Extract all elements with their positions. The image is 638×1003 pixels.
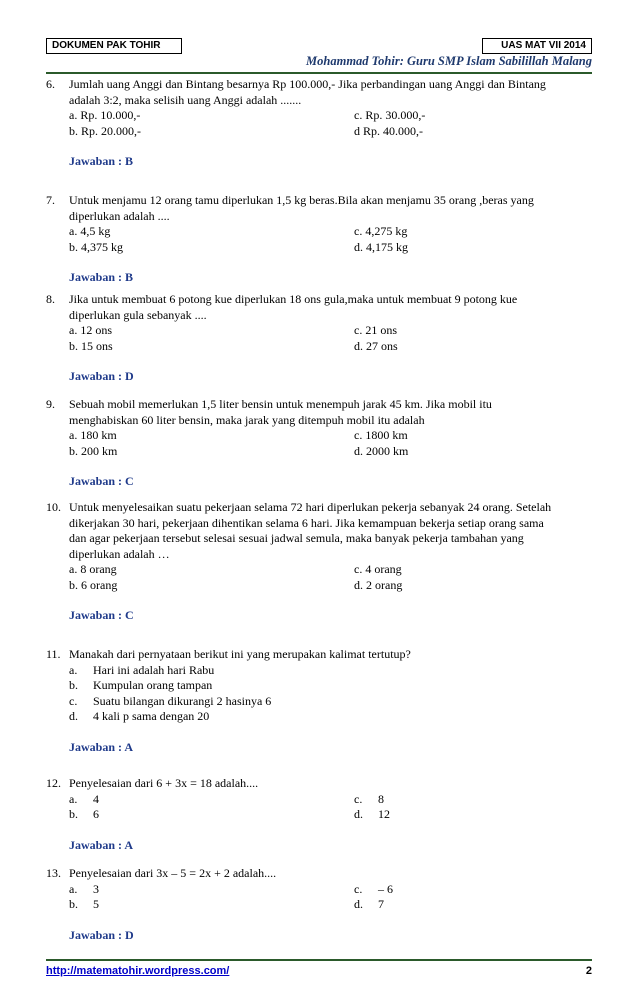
option-letter: c. bbox=[354, 881, 363, 896]
question bbox=[46, 866, 598, 943]
option-letter: a. bbox=[69, 881, 78, 896]
answer-option: c. 4 orang bbox=[354, 562, 402, 576]
answer-option: a. 12 ons bbox=[69, 323, 112, 337]
option-letter: a. bbox=[69, 791, 78, 806]
option-letter: c. bbox=[354, 791, 363, 806]
question bbox=[46, 77, 598, 170]
answer-option bbox=[69, 694, 598, 710]
option-text: Kumpulan orang tampan bbox=[93, 678, 213, 692]
question bbox=[46, 397, 598, 490]
header-divider bbox=[46, 72, 592, 74]
question-number: 11. bbox=[46, 647, 61, 661]
question-text-line: Penyelesaian dari 3x – 5 = 2x + 2 adalah.... bbox=[69, 866, 277, 880]
option-text: 4 kali p sama dengan 20 bbox=[93, 709, 210, 723]
question bbox=[46, 647, 598, 755]
answer-option: a. Rp. 10.000,- bbox=[69, 108, 141, 122]
answer-option bbox=[69, 882, 354, 898]
option-text: 12 bbox=[378, 807, 390, 821]
question-text-line: Jika untuk membuat 6 potong kue diperlukan 18 ons gula,maka untuk membuat 9 potong kue bbox=[69, 292, 518, 306]
option-text: 7 bbox=[378, 897, 384, 911]
answer-option: d. 4,175 kg bbox=[354, 239, 408, 254]
option-letter: b. bbox=[69, 807, 78, 821]
option-text: 5 bbox=[93, 897, 99, 911]
answer-option bbox=[69, 709, 598, 725]
answer-option: d. 2000 km bbox=[354, 443, 409, 458]
question-text-line: diperlukan adalah .... bbox=[69, 208, 170, 223]
answer-key: Jawaban : D bbox=[69, 927, 134, 942]
question-text-line: Jumlah uang Anggi dan Bintang besarnya Rp 100.000,- Jika perbandingan uang Anggi dan Bintang bbox=[69, 77, 546, 91]
question-number: 7. bbox=[46, 193, 55, 207]
option-letter: d. bbox=[354, 897, 363, 911]
option-text: 3 bbox=[93, 881, 99, 896]
answer-option bbox=[354, 882, 598, 898]
answer-option: b. Rp. 20.000,- bbox=[69, 123, 141, 138]
option-letter: c. bbox=[69, 693, 78, 708]
question-text-line: Manakah dari pernyataan berikut ini yang merupakan kalimat tertutup? bbox=[69, 647, 411, 661]
answer-option bbox=[69, 678, 598, 694]
answer-key: Jawaban : B bbox=[69, 270, 134, 284]
question-number: 10. bbox=[46, 500, 61, 514]
answer-options bbox=[69, 224, 598, 255]
answer-option: d Rp. 40.000,- bbox=[354, 123, 423, 138]
answer-option: c. 4,275 kg bbox=[354, 224, 408, 238]
answer-option: b. 4,375 kg bbox=[69, 239, 123, 254]
option-text: 6 bbox=[93, 807, 99, 821]
question-text-line: dikerjakan 30 hari, pekerjaan dihentikan selama 6 hari. Jika kemampuan bekerja setiap orang sama bbox=[69, 515, 544, 530]
answer-key: Jawaban : C bbox=[69, 474, 134, 488]
answer-key: Jawaban : D bbox=[69, 369, 134, 383]
answer-option: d. 27 ons bbox=[354, 338, 398, 353]
footer-divider bbox=[46, 959, 592, 961]
question-text-line: dan agar pekerjaan tersebut selesai sesuai jadwal semula, maka banyak pekerja tambahan yang bbox=[69, 531, 524, 545]
question-number: 6. bbox=[46, 77, 55, 91]
answer-option: a. 180 km bbox=[69, 428, 117, 442]
answer-options bbox=[69, 562, 598, 593]
question-text-line: diperlukan gula sebanyak .... bbox=[69, 307, 207, 322]
answer-key: Jawaban : A bbox=[69, 739, 134, 754]
question bbox=[46, 500, 598, 624]
option-text: Hari ini adalah hari Rabu bbox=[93, 662, 215, 677]
option-text: – 6 bbox=[378, 881, 393, 896]
answer-options bbox=[69, 323, 598, 354]
answer-option bbox=[69, 792, 354, 808]
page-number: 2 bbox=[585, 965, 592, 977]
answer-option: b. 200 km bbox=[69, 443, 118, 458]
answer-options bbox=[69, 792, 598, 823]
header-exam-label: UAS MAT VII 2014 bbox=[482, 38, 592, 54]
answer-options bbox=[69, 428, 598, 459]
answer-option: d. 2 orang bbox=[354, 577, 403, 592]
answer-key: Jawaban : C bbox=[69, 608, 134, 622]
question bbox=[46, 292, 598, 385]
question-text-line: Sebuah mobil memerlukan 1,5 liter bensin untuk menempuh jarak 45 km. Jika mobil itu bbox=[69, 397, 492, 411]
question bbox=[46, 776, 598, 853]
answer-option bbox=[69, 807, 354, 823]
answer-option bbox=[354, 807, 598, 823]
question-text-line: Untuk menjamu 12 orang tamu diperlukan 1,5 kg beras.Bila akan menjamu 35 orang ,beras yang bbox=[69, 193, 534, 207]
question-text-line: Untuk menyelesaikan suatu pekerjaan selama 72 hari diperlukan pekerja sebanyak 24 orang. Setelah bbox=[69, 500, 552, 514]
option-letter: d. bbox=[354, 807, 363, 821]
question-text-line: menghabiskan 60 liter bensin, maka jarak yang ditempuh mobil itu adalah bbox=[69, 412, 425, 427]
header-doc-label: DOKUMEN PAK TOHIR bbox=[46, 38, 182, 54]
question-number: 12. bbox=[46, 776, 61, 790]
option-text: Suatu bilangan dikurangi 2 hasinya 6 bbox=[93, 693, 272, 708]
answer-option: b. 6 orang bbox=[69, 577, 118, 592]
question-text-line: Penyelesaian dari 6 + 3x = 18 adalah.... bbox=[69, 776, 259, 790]
answer-options bbox=[69, 882, 598, 913]
footer-link[interactable]: http://matematohir.wordpress.com/ bbox=[46, 965, 230, 977]
answer-option bbox=[354, 792, 598, 808]
answer-key: Jawaban : A bbox=[69, 837, 134, 852]
header-subtitle: Mohammad Tohir: Guru SMP Islam Sabilillah Malang bbox=[306, 54, 592, 68]
answer-option: c. 1800 km bbox=[354, 428, 408, 442]
answer-option: b. 15 ons bbox=[69, 338, 113, 353]
question-number: 13. bbox=[46, 866, 61, 880]
option-text: 4 bbox=[93, 791, 99, 806]
answer-option bbox=[69, 663, 598, 679]
answer-option bbox=[354, 897, 598, 913]
question-number: 8. bbox=[46, 292, 55, 306]
answer-options bbox=[69, 108, 598, 139]
question-number: 9. bbox=[46, 397, 55, 411]
question-text-line: adalah 3:2, maka selisih uang Anggi adalah ....... bbox=[69, 92, 302, 107]
question-text-line: diperlukan adalah … bbox=[69, 546, 170, 561]
option-letter: a. bbox=[69, 662, 78, 677]
option-letter: b. bbox=[69, 897, 78, 911]
answer-option: a. 4,5 kg bbox=[69, 224, 111, 238]
option-text: 8 bbox=[378, 791, 384, 806]
option-letter: d. bbox=[69, 709, 78, 723]
question bbox=[46, 193, 598, 286]
answer-option: c. Rp. 30.000,- bbox=[354, 108, 426, 122]
answer-key: Jawaban : B bbox=[69, 154, 134, 168]
answer-option: a. 8 orang bbox=[69, 562, 117, 576]
answer-options bbox=[69, 663, 598, 725]
answer-option bbox=[69, 897, 354, 913]
answer-option: c. 21 ons bbox=[354, 323, 397, 337]
option-letter: b. bbox=[69, 678, 78, 692]
